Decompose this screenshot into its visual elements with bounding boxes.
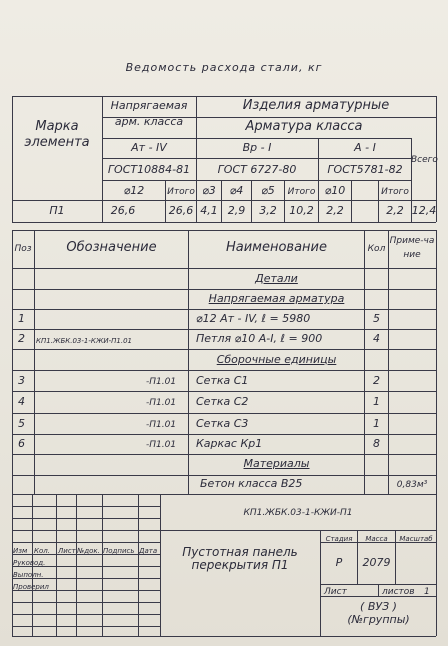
row-5-pos: 5 — [18, 417, 25, 430]
scale-header: Масштаб — [399, 535, 433, 543]
header-qty: Кол — [367, 244, 386, 254]
value-itogo-3: 2,2 — [386, 204, 404, 217]
section-materials: Материалы — [243, 457, 310, 470]
value-d4: 2,9 — [227, 204, 246, 217]
products-header: Изделия арматурные — [242, 98, 390, 113]
col-data: Дата — [139, 547, 158, 555]
section-assemblies: Сборочные единицы — [216, 353, 337, 366]
row-2-qty: 4 — [373, 332, 380, 345]
class-at: Aт - IV — [131, 141, 167, 154]
row-4-name: Сетка С2 — [196, 395, 249, 408]
stage-value: Р — [335, 556, 343, 569]
organization-line-2: (№группы) — [347, 613, 410, 626]
row-3-qty: 2 — [373, 374, 380, 387]
stage-header: Стадия — [325, 535, 353, 543]
row-3-pos: 3 — [18, 374, 25, 387]
row-5-designation: -П1.01 — [146, 420, 177, 430]
row-2-name: Петля ⌀10 A-I, ℓ = 900 — [196, 332, 323, 345]
gost-3: ГОСТ5781-82 — [327, 163, 403, 176]
mass-value: 2079 — [362, 556, 391, 569]
total-header: Всего — [411, 155, 438, 165]
gost-2: ГОСТ 6727-80 — [217, 163, 297, 176]
row-4-designation: -П1.01 — [146, 398, 177, 408]
row-4-qty: 1 — [373, 395, 380, 408]
value-itogo-1: 26,6 — [168, 204, 194, 217]
mass-header: Масса — [365, 535, 388, 543]
sub-d12: ⌀12 — [123, 184, 145, 197]
rebar-class-header: Арматура класса — [245, 119, 363, 134]
sub-d3: ⌀3 — [202, 184, 216, 197]
sub-d4: ⌀4 — [229, 184, 244, 197]
header-pos: Поз — [14, 244, 32, 254]
col-kol: Кол. — [34, 547, 50, 555]
document-title: Ведомость расхода стали, кг — [125, 61, 323, 74]
row-5-name: Сетка С3 — [196, 417, 249, 430]
product-name-line-2: перекрытия П1 — [191, 558, 289, 572]
row-2-designation: КП1.ЖБК.03-1-КЖИ-П1.01 — [36, 337, 132, 345]
row-6-qty: 8 — [373, 437, 380, 450]
role-executed: Выполн. — [13, 571, 44, 579]
row-6-pos: 6 — [18, 437, 25, 450]
header-note: Приме-чание — [389, 236, 435, 260]
row-4-pos: 4 — [18, 395, 25, 408]
row-7-note: 0,83м³ — [396, 480, 428, 490]
sheet-header: Лист — [324, 587, 347, 597]
col-ndok: №док. — [77, 547, 100, 555]
sub-d10: ⌀10 — [324, 184, 346, 197]
value-d5: 3,2 — [259, 204, 277, 217]
col-list: Лист — [58, 547, 76, 555]
product-name-line-1: Пустотная панель — [182, 545, 298, 559]
sheets-header: листов — [382, 587, 415, 597]
row-7-name: Бетон класса В25 — [200, 477, 303, 490]
prestressed-header: Напрягаемая арм. класса — [110, 99, 188, 128]
sub-d5: ⌀5 — [261, 184, 275, 197]
value-d3: 4,1 — [200, 204, 218, 217]
sub-itogo-3: Итого — [381, 187, 409, 197]
col-izm: Изм — [13, 547, 28, 555]
value-total: 12,4 — [411, 204, 437, 217]
sub-itogo-1: Итого — [167, 187, 195, 197]
section-details: Детали — [255, 272, 298, 285]
sheets-value: 1 — [424, 587, 430, 597]
document-code: КП1.ЖБК.03-1-КЖИ-П1 — [243, 508, 353, 518]
organization-line-1: ( ВУЗ ) — [360, 600, 397, 613]
row-mark: П1 — [49, 204, 65, 217]
row-1-qty: 5 — [373, 312, 380, 325]
role-checked: Проверил — [13, 583, 49, 591]
row-3-name: Сетка С1 — [196, 374, 249, 387]
mark-header: Марка элемента — [24, 119, 90, 150]
row-5-qty: 1 — [373, 417, 380, 430]
row-2-pos: 2 — [18, 332, 25, 345]
section-prestressed: Напрягаемая арматура — [208, 292, 345, 305]
row-1-pos: 1 — [18, 312, 25, 325]
row-3-designation: -П1.01 — [146, 377, 177, 387]
header-designation: Обозначение — [66, 240, 157, 255]
row-1-name: ⌀12 Aт - IV, ℓ = 5980 — [196, 312, 311, 325]
role-supervisor: Руковод. — [13, 559, 46, 567]
gost-1: ГОСТ10884-81 — [107, 163, 191, 176]
class-a: A - I — [354, 141, 376, 154]
col-podpis: Подпись — [103, 547, 135, 555]
row-6-designation: -П1.01 — [146, 440, 177, 450]
header-name: Наименование — [225, 240, 328, 255]
sub-itogo-2: Итого — [287, 187, 316, 197]
value-itogo-2: 10,2 — [289, 204, 314, 217]
value-d10: 2,2 — [326, 204, 344, 217]
row-6-name: Каркас Кр1 — [196, 437, 263, 450]
value-d12: 26,6 — [110, 204, 136, 217]
class-vr: Вр - I — [242, 141, 272, 154]
